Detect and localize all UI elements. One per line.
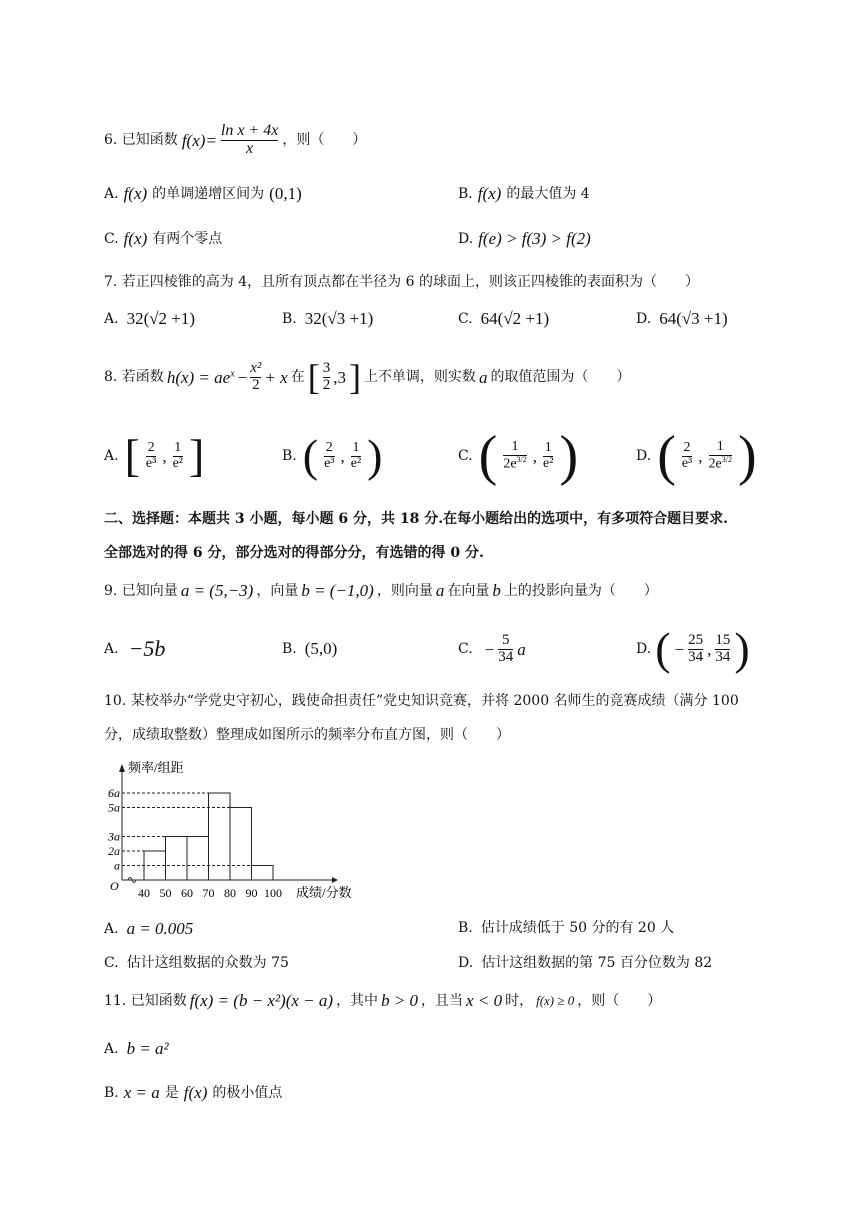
q6-option-b[interactable]	[458, 185, 590, 202]
option-label: B.	[458, 185, 473, 202]
option-label: D.	[636, 310, 652, 327]
num: 2	[147, 439, 155, 455]
left-paren: (	[302, 430, 319, 481]
frac-1-e2	[173, 441, 183, 471]
option-label: B.	[458, 920, 473, 936]
q7-option-b[interactable]	[282, 310, 373, 327]
comma: ,	[698, 446, 703, 466]
q8-frac-den: 2	[252, 376, 260, 393]
option-math: −5b	[128, 636, 166, 661]
q9-vec-a: a = (5,−3)	[180, 581, 254, 600]
q11-cond1: b > 0	[381, 991, 419, 1010]
q9-option-a[interactable]	[104, 638, 165, 660]
option-text: 的最大值为 4	[506, 185, 590, 202]
q9-a: a	[435, 581, 445, 600]
q6-func: f(x)=	[181, 130, 217, 150]
q8-fraction	[250, 361, 261, 394]
option-math: f(x)	[183, 1083, 208, 1102]
x-axis-arrow	[332, 877, 338, 883]
q8-option-d[interactable]	[636, 424, 757, 488]
option-label: A.	[104, 920, 119, 937]
option-label: C.	[458, 448, 473, 464]
q6-stem-post: ，则（ ）	[282, 132, 367, 148]
option-label: A.	[104, 185, 119, 202]
q6-frac-den: x	[221, 140, 278, 158]
q11-cond3: f(x) ≥ 0	[536, 993, 575, 1008]
q9-option-d[interactable]	[636, 624, 750, 674]
right-bracket: ]	[188, 430, 205, 481]
q8-func-exp: x	[230, 367, 235, 379]
q11-cond2: x < 0	[466, 991, 503, 1010]
left-paren: (	[478, 425, 498, 487]
q8-frac-num: x²	[250, 359, 262, 376]
q6-stem-pre: 6. 已知函数	[104, 132, 178, 148]
option-label: B.	[282, 448, 297, 464]
comma: ,	[162, 446, 167, 466]
q7-option-d[interactable]	[636, 310, 728, 327]
q10-option-a[interactable]	[104, 920, 193, 937]
histogram-bar	[209, 793, 231, 880]
den: e³	[324, 455, 335, 471]
comma: ,	[532, 446, 538, 466]
q7-option-c[interactable]	[458, 310, 549, 327]
q8-option-a[interactable]	[104, 428, 204, 484]
num: 1	[716, 438, 724, 454]
q8-stem-post: 上不单调，则实数	[363, 369, 476, 385]
histogram-bar	[187, 837, 209, 881]
right-paren: )	[367, 430, 383, 481]
q7-option-a[interactable]	[104, 310, 195, 327]
q6-stem	[104, 118, 366, 162]
x-tick-label: 100	[264, 886, 282, 900]
q8-interval-frac	[323, 361, 331, 394]
q10-option-c[interactable]	[104, 956, 289, 970]
q9-stem-pre: 9. 已知向量	[104, 582, 178, 599]
num: 2	[683, 439, 691, 455]
option-math: b = a²	[126, 1039, 169, 1058]
right-paren: )	[559, 425, 579, 487]
q9-b: b	[492, 581, 501, 600]
q10-option-b[interactable]	[458, 921, 674, 935]
option-label: C.	[458, 641, 473, 657]
histogram-bar	[166, 837, 188, 881]
y-tick-label: 3a	[108, 829, 120, 844]
comma: ,	[340, 446, 345, 466]
option-text: 的单调递增区间为	[152, 185, 265, 202]
q10-line1: 10. 某校举办“学党史守初心，践使命担责任”党史知识竞赛，并将 2000 名师生的竞赛成绩（满分 100	[104, 693, 739, 709]
den: e³	[681, 455, 693, 471]
q10-line2: 分，成绩取整数）整理成如图所示的频率分布直方图，则（ ）	[104, 727, 510, 743]
frac-1-2e32	[709, 440, 732, 472]
q8-int-num: 3	[322, 359, 331, 376]
option-math: f(e) > f(3) > f(2)	[478, 229, 591, 248]
option-label: C.	[104, 230, 119, 247]
den: $2e^{3/2}$	[503, 454, 527, 472]
option-math: 64(√2 +1)	[480, 309, 550, 328]
num: 1	[174, 439, 182, 455]
left-bracket: [	[124, 430, 140, 481]
den: $2e^{3/2}$	[708, 454, 732, 472]
frac-5-34	[498, 633, 513, 666]
histogram-bar	[252, 866, 274, 881]
option-label: A.	[104, 448, 119, 464]
section2-line2: 全部选对的得 6 分，部分选对的得部分分，有选错的得 0 分.	[104, 545, 484, 561]
den: e²	[172, 455, 183, 471]
option-text: 的极小值点	[212, 1084, 283, 1101]
q11-option-b[interactable]	[104, 1084, 282, 1101]
q8-option-b[interactable]	[282, 428, 383, 484]
origin-label: O	[110, 879, 119, 893]
den: e³	[145, 455, 157, 471]
q9-option-b[interactable]	[282, 640, 337, 657]
option-math: a = 0.005	[126, 919, 194, 938]
option-label: C.	[104, 955, 119, 971]
q8-int-right: ,3	[333, 367, 346, 387]
q9-option-c[interactable]	[458, 626, 526, 672]
option-var: a	[517, 639, 526, 659]
option-label: B.	[282, 640, 297, 657]
q11-stem-end: ，则（ ）	[577, 992, 662, 1009]
q9-stem-end: 上的投影向量为（ ）	[503, 582, 658, 599]
q11-stem-mid: ，其中	[336, 992, 379, 1009]
right-bracket: ]	[348, 357, 361, 397]
q8-minus: −	[237, 367, 248, 387]
option-label: A.	[104, 641, 119, 657]
q8-stem-end: 的取值范围为（ ）	[490, 369, 631, 385]
q8-option-c[interactable]	[458, 424, 578, 488]
q8-func-main: h(x) = ae	[166, 367, 231, 387]
option-label: A.	[104, 1040, 119, 1057]
q9-vec-b: b = (−1,0)	[301, 581, 374, 600]
comma: ,	[707, 639, 712, 659]
q9-stem	[104, 582, 658, 599]
y-axis-label: 频率/组距	[128, 760, 184, 775]
option-math: 32(√2 +1)	[126, 309, 196, 328]
left-paren: (	[655, 623, 671, 674]
q6-option-c[interactable]	[104, 230, 222, 247]
q11-stem-pre: 11. 已知函数	[104, 992, 187, 1009]
left-paren: (	[657, 425, 676, 487]
option-label: B.	[104, 1084, 119, 1101]
option-label: D.	[458, 230, 474, 247]
frac-1-2e32	[503, 440, 526, 472]
x-tick-label: 40	[138, 886, 150, 900]
x-tick-label: 90	[245, 886, 258, 900]
den: 34	[688, 648, 704, 665]
q8-int-den: 2	[322, 376, 331, 393]
q8-stem-pre: 8. 若函数	[104, 369, 164, 385]
q8-stem-mid: 在	[290, 369, 305, 385]
y-tick-label: 2a	[108, 844, 120, 858]
x-tick-label: 70	[202, 886, 215, 900]
histogram-bar	[230, 808, 252, 881]
frequency-histogram	[100, 758, 380, 908]
num: 15	[715, 631, 731, 648]
q8-stem	[104, 352, 630, 402]
num: 2	[325, 439, 333, 455]
q6-frac-num: ln x + 4x	[220, 121, 279, 139]
option-text: 估计成绩低于 50 分的有 20 人	[480, 920, 675, 936]
q9-stem-mid2: 在向量	[447, 582, 490, 599]
frac-1-e2	[351, 441, 361, 471]
option-label: D.	[636, 641, 652, 657]
option-math: 64(√3 +1)	[659, 309, 728, 328]
num: 1	[511, 438, 519, 454]
q11-option-a[interactable]	[104, 1040, 169, 1057]
x-tick-label: 60	[181, 886, 193, 900]
q8-var: a	[478, 367, 488, 387]
q8-func	[167, 369, 235, 386]
y-axis-arrow	[119, 764, 125, 772]
den: e²	[543, 455, 554, 471]
left-bracket: [	[307, 357, 320, 397]
option-math: f(x)	[123, 184, 148, 203]
right-paren: )	[734, 623, 750, 674]
q9-stem-post: ，则向量	[376, 582, 433, 599]
option-text: 估计这组数据的第 75 百分位数为 82	[481, 955, 713, 971]
num: 25	[688, 631, 704, 648]
x-tick-label: 50	[159, 886, 172, 900]
q6-option-d[interactable]	[458, 230, 591, 247]
q7-stem: 7. 若正四棱锥的高为 4，且所有顶点都在半径为 6 的球面上，则该正四棱锥的表面积为（ ）	[104, 274, 699, 290]
minus: −	[484, 639, 495, 659]
den: e²	[350, 455, 362, 471]
q6-option-a[interactable]	[104, 185, 302, 202]
q6-fraction	[221, 123, 278, 158]
q11-stem-mid3: 时，	[505, 992, 534, 1009]
den: 34	[715, 648, 731, 665]
num: 5	[502, 631, 510, 648]
num: 1	[352, 439, 360, 455]
x-tick-label: 80	[224, 886, 236, 900]
option-math: (0,1)	[269, 184, 302, 203]
frac-15-34	[715, 633, 730, 666]
option-label: C.	[458, 310, 473, 327]
option-label: D.	[636, 448, 652, 464]
frac-25-34	[688, 633, 703, 666]
y-tick-label: 6a	[108, 786, 120, 800]
option-text: 是	[164, 1084, 179, 1101]
option-math: f(x)	[477, 184, 502, 203]
section2-line1: 二、选择题：本题共 3 小题，每小题 6 分，共 18 分.在每小题给出的选项中，有多项符合题目要求.	[104, 511, 728, 527]
q9-stem-mid: ，向量	[256, 582, 299, 599]
option-label: B.	[282, 310, 297, 327]
q11-stem-mid2: ，且当	[421, 992, 464, 1009]
option-label: A.	[104, 310, 119, 327]
option-math: 32(√3 +1)	[304, 309, 374, 328]
q11-func: f(x) = (b − x²)(x − a)	[189, 991, 334, 1010]
frac-1-e2	[543, 441, 553, 471]
option-label: D.	[458, 955, 474, 971]
option-math: x = a	[123, 1083, 160, 1102]
option-math: (5,0)	[304, 639, 338, 658]
y-tick-label: a	[114, 858, 120, 873]
right-paren: )	[737, 425, 757, 487]
q11-stem	[104, 992, 661, 1009]
frac-2-e3	[682, 441, 692, 471]
minus: −	[674, 639, 685, 659]
q10-option-d[interactable]	[458, 956, 712, 970]
num: 1	[544, 439, 552, 455]
option-text: 有两个零点	[152, 230, 223, 247]
frac-2-e3	[324, 441, 334, 471]
y-tick-label: 5a	[108, 800, 120, 815]
option-text: 估计这组数据的众数为 75	[126, 955, 289, 971]
x-axis-label: 成绩/分数	[296, 885, 352, 900]
den: 34	[498, 648, 514, 665]
option-math: f(x)	[123, 229, 148, 248]
q8-plus: + x	[264, 367, 288, 387]
frac-2-e3	[146, 441, 156, 471]
